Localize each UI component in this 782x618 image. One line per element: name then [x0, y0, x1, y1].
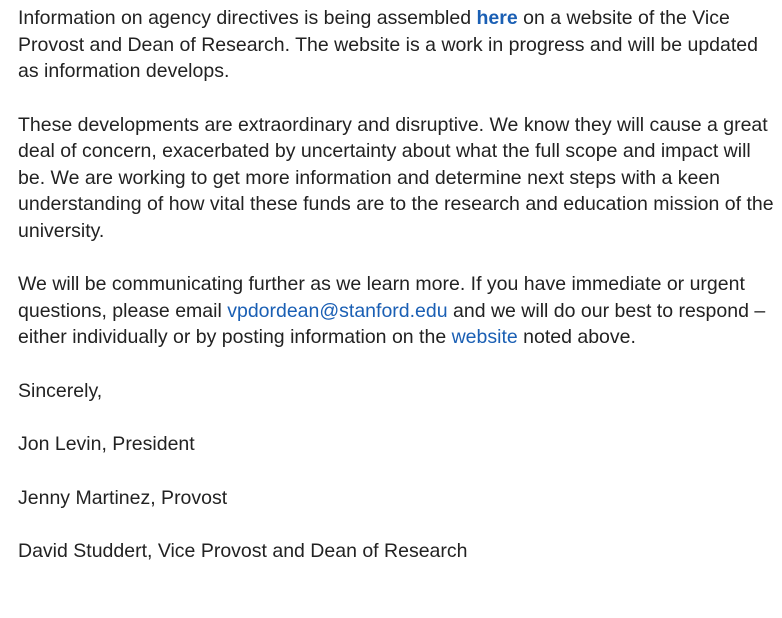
website-link[interactable]: website	[451, 326, 518, 348]
paragraph-agency-directives	[18, 5, 774, 85]
paragraph-3-text-middle: and we will do our best to respond – either individually or by posting information on the	[18, 299, 766, 348]
paragraph-3-text-start: We will be communicating further as we learn more. If you have immediate or urgent questions, please email	[18, 273, 745, 322]
paragraph-1-text-end: on a website of the Vice Provost and Dean of Research. The website is a work in progress and will be updated as information develops.	[18, 7, 758, 82]
email-link[interactable]: vpdordean@stanford.edu	[227, 299, 448, 322]
paragraph-communicating	[18, 271, 774, 351]
email-body	[18, 5, 774, 592]
signature-provost: Jenny Martinez, Provost	[18, 486, 228, 509]
paragraph-developments: These developments are extraordinary and disruptive. We know they will cause a great deal of concern, exacerbated by uncertainty about what the full scope and impact will be. We are working to get more information and determine next steps with a keen understanding of how vital these funds are to the research and education mission of the university.	[18, 113, 774, 242]
signature-president: Jon Levin, President	[18, 433, 195, 455]
paragraph-3-text-end: noted above.	[517, 326, 636, 348]
signature-vice-provost: David Studdert, Vice Provost and Dean of Research	[18, 540, 468, 562]
here-link[interactable]: here	[476, 7, 518, 29]
paragraph-1-text-start: Information on agency directives is being assembled	[18, 7, 477, 29]
closing: Sincerely,	[18, 379, 103, 402]
